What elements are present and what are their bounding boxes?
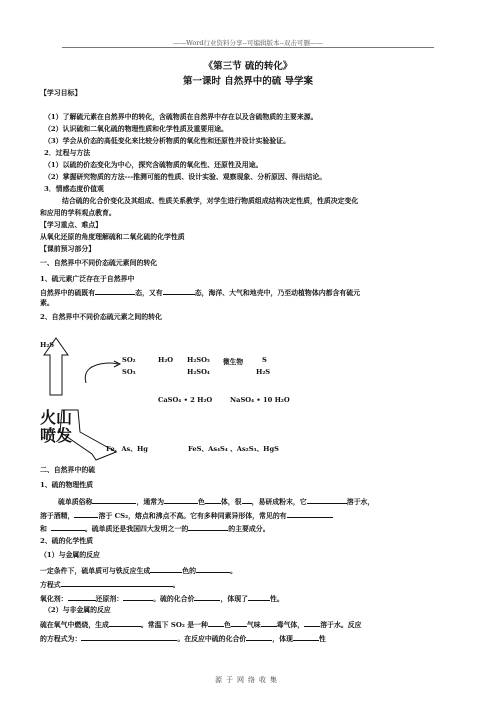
- diagram-h2s-top: H₂S: [40, 341, 55, 349]
- attitude-text-2: 和应用的学科观点教育。: [40, 209, 116, 217]
- section-learning-goals: 【学习目标】: [40, 89, 82, 97]
- physical-properties-line-3: 和 。硫单质还是我国四大发明之一的 的主要成分。: [40, 525, 270, 533]
- diagram-metals: Fe、As、Hg: [106, 445, 148, 453]
- diagram-so3: SO₃: [122, 368, 136, 376]
- equation-line: 方程式 。: [40, 581, 180, 589]
- doc-title: 《第三节 硫的转化》: [203, 61, 293, 72]
- attitude-text-1: 结合硫的化合价变化及其组成、性质关系教学，对学生进行物质组成结构决定性质，性质决定变化: [62, 197, 359, 205]
- physical-properties-line-2: 溶于酒精， 溶于 CS₂，熔点和沸点不高。它有多种同素异形体，常见的有: [40, 510, 333, 521]
- part-two-heading: 二、自然界中的硫: [40, 466, 96, 474]
- page-footer: 源于网络收集: [215, 676, 281, 684]
- item-1-heading: 1、硫元素广泛存在于自然界中: [40, 275, 135, 283]
- physical-properties-heading: 1、硫的物理性质: [40, 481, 94, 489]
- diagram-h2so3: H₂SO₃: [187, 356, 210, 364]
- item-2-heading: 2、自然界中不同价态硫元素之间的转化: [40, 313, 162, 321]
- method-1: （1）以硫的价态变化为中心，探究含硫物质的氧化性、还原性及用途。: [44, 161, 263, 169]
- sulfur-existence-line: 自然界中的硫既有 态，又有 态，海洋、大气和地壳中，乃至动植物体内都含有硫元: [40, 289, 361, 297]
- diagram-so2: SO₂: [122, 356, 136, 364]
- diagram-volcano-line2: 喷发: [40, 426, 73, 445]
- attitude-heading: 3．情感态度价值观: [44, 185, 104, 193]
- method-2: （2）掌握研究物质的方法---推测可能的性质、设计实验、观察现象、分析原因、得出结论。: [44, 173, 327, 181]
- section-key-points: 【学习重点、难点】: [40, 221, 103, 229]
- diagram-gypsum: CaSO₄ • 2 H₂O: [158, 396, 213, 404]
- nonmetal-reaction-heading: （2）与非金属的反应: [44, 606, 111, 614]
- diagram-h2so4: H₂SO₄: [187, 368, 210, 376]
- key-points-text: 从氧化还原的角度理解硫和二氧化硫的化学性质: [40, 233, 185, 241]
- metal-reaction-line: 一定条件下，硫单质可与铁反应生成 色的 。: [40, 567, 237, 575]
- doc-subtitle: 第一课时 自然界中的硫 导学案: [182, 76, 314, 87]
- curved-arrow-icon: [85, 363, 118, 383]
- diagram-sulfides: FeS、As₄S₄ 、As₂S₃、HgS: [188, 445, 279, 453]
- physical-properties-line-1: 硫单质俗称 ，通常为 色 体，很 ，易研成粉末，它 溶于水，: [58, 498, 375, 506]
- part-one-heading: 一、自然界中不同价态硫元素间的转化: [40, 259, 158, 267]
- chemical-properties-heading: 2、硫的化学性质: [40, 537, 94, 545]
- goal-2: （2）认识硫和二氧化硫的物理性质和化学性质及重要用途。: [44, 125, 228, 133]
- diagram-microbe: 微生物: [223, 358, 244, 366]
- goal-1: （1）了解硫元素在自然界中的转化，含硫物质在自然界中存在以及含硫物质的主要来源。: [44, 113, 318, 121]
- combustion-equation-line: 的方程式为： 。在反应中硫的化合价 ，体现 性: [40, 635, 326, 643]
- diagram-s: S: [262, 356, 267, 364]
- diagram-h2s-right: H₂S: [256, 368, 271, 376]
- diagram-volcano-line1: 火山: [40, 408, 73, 427]
- page-header: ——Word行业资料分享--可编辑版本--双击可删——: [173, 39, 323, 47]
- diagram-mirabilite: NaSO₄ • 10 H₂O: [230, 396, 290, 404]
- process-method-heading: 2．过程与方法: [44, 149, 91, 157]
- sulfur-existence-line-end: 素。: [40, 299, 54, 307]
- header-rule: [62, 47, 434, 48]
- metal-reaction-heading: （1）与金属的反应: [40, 551, 100, 559]
- combustion-line: 硫在氧气中燃烧，生成 。常温下 SO₂ 是一种 色 气味 毒气体， 溶于水。反应: [40, 621, 362, 629]
- section-preview: 【课前预习部分】: [40, 245, 96, 253]
- redox-line: 氧化剂： 还原剂： 。硫的化合价 ，体现了 性。: [40, 595, 284, 603]
- goal-3: （3）学会从价态的高低变化来比较分析物质的氧化性和还原性并设计实验验证。: [44, 137, 290, 145]
- diagram-h2o: H₂O: [158, 356, 174, 364]
